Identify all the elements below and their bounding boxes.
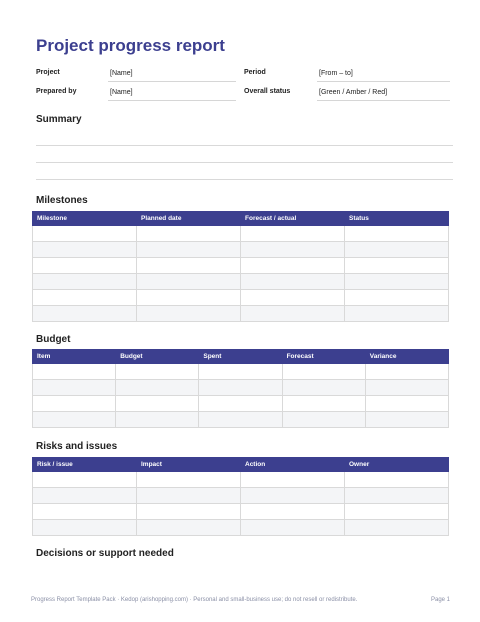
table-cell[interactable]	[33, 242, 137, 258]
table-cell[interactable]	[241, 520, 345, 536]
table-cell[interactable]	[33, 364, 116, 380]
table-cell[interactable]	[241, 274, 345, 290]
table-cell[interactable]	[137, 472, 241, 488]
table-cell[interactable]	[241, 472, 345, 488]
table-cell[interactable]	[345, 520, 449, 536]
table-row	[33, 412, 449, 428]
milestones-col-status: Status	[345, 212, 449, 226]
prepared-by-label: Prepared by	[36, 88, 77, 95]
table-cell[interactable]	[137, 520, 241, 536]
table-cell[interactable]	[33, 380, 116, 396]
table-row	[33, 504, 449, 520]
overall-status-label: Overall status	[244, 88, 291, 95]
table-cell[interactable]	[282, 380, 365, 396]
period-label: Period	[244, 69, 266, 76]
risks-col-owner: Owner	[345, 458, 449, 472]
table-cell[interactable]	[345, 504, 449, 520]
summary-line-3[interactable]	[36, 179, 453, 180]
table-cell[interactable]	[33, 488, 137, 504]
table-cell[interactable]	[33, 504, 137, 520]
table-cell[interactable]	[137, 504, 241, 520]
project-field[interactable]: [Name]	[110, 70, 133, 77]
prepared-by-field[interactable]: [Name]	[110, 89, 133, 96]
decisions-heading: Decisions or support needed	[36, 548, 174, 559]
table-cell[interactable]	[345, 472, 449, 488]
table-cell[interactable]	[282, 412, 365, 428]
milestones-col-planned-date: Planned date	[137, 212, 241, 226]
budget-heading: Budget	[36, 334, 71, 345]
table-cell[interactable]	[345, 488, 449, 504]
table-cell[interactable]	[137, 258, 241, 274]
budget-header-row	[33, 350, 449, 364]
risks-table	[32, 457, 449, 536]
summary-line-2[interactable]	[36, 162, 453, 163]
risks-col-risk-issue: Risk / issue	[33, 458, 137, 472]
table-cell[interactable]	[241, 504, 345, 520]
budget-table	[32, 349, 449, 428]
table-cell[interactable]	[137, 242, 241, 258]
project-label: Project	[36, 69, 60, 76]
table-cell[interactable]	[33, 520, 137, 536]
table-cell[interactable]	[241, 290, 345, 306]
budget-col-budget: Budget	[116, 350, 199, 364]
table-cell[interactable]	[241, 226, 345, 242]
table-row	[33, 274, 449, 290]
table-row	[33, 226, 449, 242]
table-cell[interactable]	[365, 380, 448, 396]
risks-col-action: Action	[241, 458, 345, 472]
table-cell[interactable]	[282, 364, 365, 380]
project-field-underline	[108, 81, 236, 82]
table-cell[interactable]	[116, 396, 199, 412]
milestones-table	[32, 211, 449, 322]
table-cell[interactable]	[33, 274, 137, 290]
table-cell[interactable]	[137, 290, 241, 306]
table-cell[interactable]	[137, 274, 241, 290]
table-cell[interactable]	[116, 364, 199, 380]
table-cell[interactable]	[345, 242, 449, 258]
page-title: Project progress report	[36, 36, 225, 55]
table-cell[interactable]	[33, 396, 116, 412]
risks-col-impact: Impact	[137, 458, 241, 472]
table-cell[interactable]	[199, 396, 282, 412]
prepared-by-field-underline	[108, 100, 236, 101]
table-cell[interactable]	[345, 226, 449, 242]
table-row	[33, 364, 449, 380]
overall-status-field[interactable]: [Green / Amber / Red]	[319, 89, 388, 96]
table-cell[interactable]	[365, 412, 448, 428]
table-cell[interactable]	[365, 364, 448, 380]
table-cell[interactable]	[241, 242, 345, 258]
table-cell[interactable]	[33, 306, 137, 322]
summary-line-1[interactable]	[36, 145, 453, 146]
page-number: Page 1	[431, 597, 451, 603]
table-cell[interactable]	[137, 226, 241, 242]
table-cell[interactable]	[345, 306, 449, 322]
table-row	[33, 306, 449, 322]
table-cell[interactable]	[116, 380, 199, 396]
table-cell[interactable]	[345, 258, 449, 274]
table-row	[33, 380, 449, 396]
table-cell[interactable]	[33, 226, 137, 242]
table-cell[interactable]	[241, 258, 345, 274]
milestones-header-row	[33, 212, 449, 226]
table-row	[33, 242, 449, 258]
table-cell[interactable]	[365, 396, 448, 412]
table-row	[33, 520, 449, 536]
summary-heading: Summary	[36, 114, 82, 125]
table-cell[interactable]	[199, 412, 282, 428]
table-cell[interactable]	[282, 396, 365, 412]
period-field-underline	[317, 81, 450, 82]
table-row	[33, 396, 449, 412]
table-cell[interactable]	[33, 412, 116, 428]
period-field[interactable]: [From – to]	[319, 70, 353, 77]
milestones-heading: Milestones	[36, 195, 88, 206]
table-cell[interactable]	[241, 488, 345, 504]
budget-col-variance: Variance	[365, 350, 448, 364]
table-cell[interactable]	[33, 290, 137, 306]
table-row	[33, 472, 449, 488]
table-row	[33, 290, 449, 306]
table-cell[interactable]	[241, 306, 345, 322]
risks-heading: Risks and issues	[36, 441, 118, 452]
table-row	[33, 488, 449, 504]
footer-note: Progress Report Template Pack · Kedop (arishopping.com) · Personal and small-business use; do not resell or redistribute.	[31, 597, 358, 603]
overall-status-field-underline	[317, 100, 450, 101]
table-cell[interactable]	[199, 380, 282, 396]
budget-col-forecast: Forecast	[282, 350, 365, 364]
table-row	[33, 258, 449, 274]
budget-col-spent: Spent	[199, 350, 282, 364]
table-cell[interactable]	[137, 488, 241, 504]
table-cell[interactable]	[199, 364, 282, 380]
table-cell[interactable]	[345, 290, 449, 306]
table-cell[interactable]	[345, 274, 449, 290]
milestones-col-forecast-actual: Forecast / actual	[241, 212, 345, 226]
budget-col-item: Item	[33, 350, 116, 364]
table-cell[interactable]	[116, 412, 199, 428]
milestones-col-milestone: Milestone	[33, 212, 137, 226]
risks-header-row	[33, 458, 449, 472]
table-cell[interactable]	[33, 258, 137, 274]
table-cell[interactable]	[33, 472, 137, 488]
table-cell[interactable]	[137, 306, 241, 322]
